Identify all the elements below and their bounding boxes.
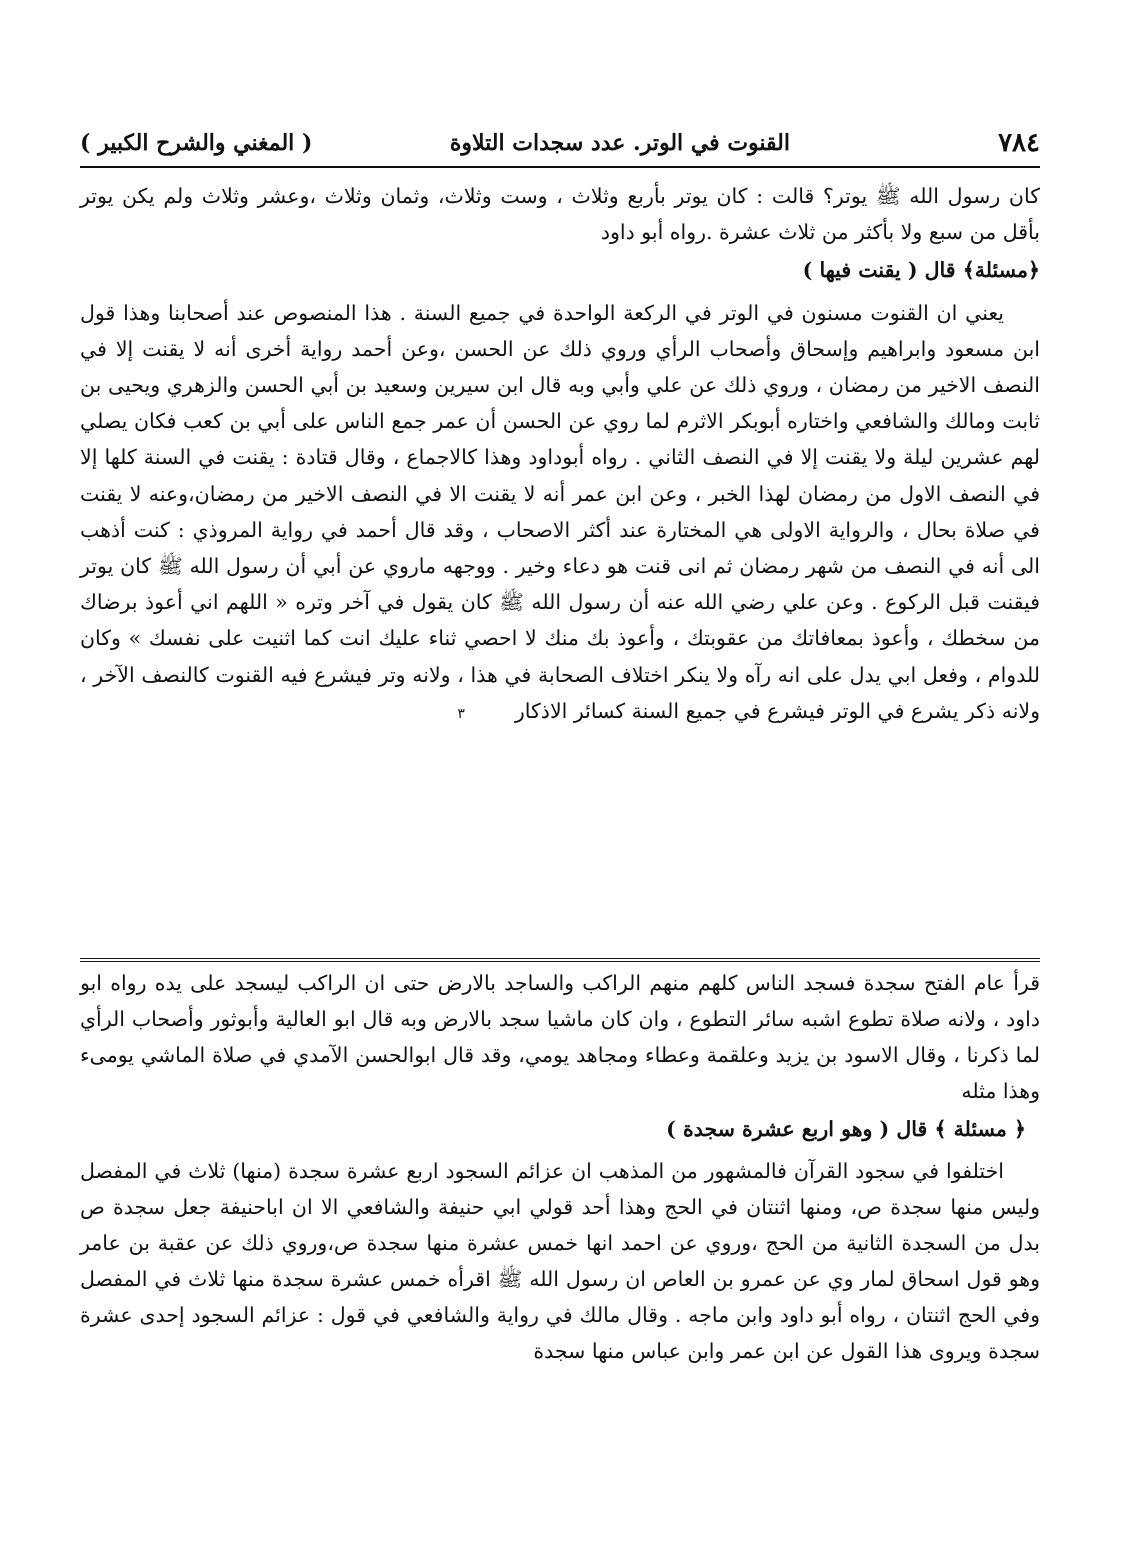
- section-heading: ﴿مسئلة﴾ قال ( يقنت فيها ): [802, 258, 1040, 283]
- paragraph: اختلفوا في سجود القرآن فالمشهور من المذهب ان عزائم السجود اربع عشرة سجدة (منها) ثلاث في المفصل وليس منها سجدة ص، ومنها اثنتان في الحج وهذا أحد قولي ابي حنيفة والشافعي الا ان اباحنيفة جعل سجدة ص بدل من السجدة الثانية من الحج ،وروي عن احمد انها خمس عشرة منها سجدة ص،وروي ذلك عن عقبة بن عامر وهو قول اسحاق لمار وي عن عمرو بن العاص ان رسول الله ﷺ اقرأه خمس عشرة سجدة منها ثلاث في المفصل وفي الحج اثنتان ، رواه أبو داود وابن ماجه . وقال مالك في رواية والشافعي في قول : عزائم السجود إحدى عشرة سجدة ويروى هذا القول عن ابن عمر وابن عباس منها سجدة: [80, 1159, 1040, 1363]
- lower-text: [80, 965, 1040, 1369]
- page-header: [80, 128, 1040, 166]
- header-rule: [80, 166, 1040, 168]
- footnote-separator: [80, 958, 1040, 962]
- paragraph-text: يعني ان القنوت مسنون في الوتر في الركعة الواحدة في جميع السنة . هذا المنصوص عند أصحابنا وهذا قول ابن مسعود وابراهيم وإسحاق وأصحاب الرأي وروي ذلك عن الحسن ،وعن أحمد رواية أخرى أنه لا يقنت إلا في النصف الاخير من رمضان ، وروي ذلك عن علي وأبي وبه قال ابن سيرين وسعيد بن أبي الحسن والزهري ويحيى بن ثابت ومالك والشافعي واختاره أبوبكر الاثرم لما روي عن الحسن أن عمر جمع الناس على أبي بن كعب فكان يصلي لهم عشرين ليلة ولا يقنت إلا في النصف الثاني . رواه أبوداود وهذا كالاجماع ، وقال قتادة : يقنت في السنة كلها إلا في النصف الاول من رمضان لهذا الخبر ، وعن ابن عمر أنه لا يقنت الا في النصف الاخير من رمضان،وعنه لا يقنت في صلاة بحال ، والرواية الاولى هي المختارة عند أكثر الاصحاب ، وقد قال أحمد في رواية المروذي : كنت أذهب الى أنه في النصف من شهر رمضان ثم انى قنت هو دعاء وخير . ووجهه ماروي عن أبي أن رسول الله ﷺ كان يوتر فيقنت قبل الركوع . وعن علي رضي الله عنه أن رسول الله ﷺ كان يقول في آخر وتره « اللهم اني أعوذ برضاك من سخطك ، وأعوذ بمعافاتك من عقوبتك ، وأعوذ بك منك لا احصي ثناء عليك انت كما اثنيت على نفسك » وكان للدوام ، وفعل ابي يدل على انه رآه ولا ينكر اختلاف الصحابة في هذا ، ولانه وتر فيشرع فيه القنوت كالنصف الآخر ، ولانه ذكر يشرع في الوتر فيشرع في جميع السنة كسائر الاذكار: [80, 300, 1040, 723]
- paragraph: [80, 295, 1040, 732]
- page-number: ٧٨٤: [998, 128, 1040, 158]
- paragraph: كان رسول الله ﷺ يوتر؟ قالت : كان يوتر بأربع وثلاث ، وست وثلاث، وثمان وثلاث ،وعشر وثلاث ولم يكن يوتر بأقل من سبع ولا بأكثر من ثلاث عشرة .رواه أبو داود: [80, 184, 1040, 245]
- book-title: ( المغني والشرح الكبير ): [80, 130, 313, 156]
- main-text: [80, 178, 1040, 732]
- section-title: القنوت في الوتر. عدد سجدات التلاوة: [449, 130, 790, 156]
- end-mark: ٣: [457, 705, 465, 722]
- paragraph: قرأ عام الفتح سجدة فسجد الناس كلهم منهم الراكب والساجد بالارض حتى ان الراكب ليسجد على يده رواه ابو داود ، ولانه صلاة تطوع اشبه سائر التطوع ، وان كان ماشيا سجد بالارض وبه قال ابو العالية وأبوثور وأصحاب الرأي لما ذكرنا ، وقال الاسود بن يزيد وعلقمة وعطاء ومجاهد يومي، وقد قال ابوالحسن الآمدي في صلاة الماشي يومىء وهذا مثله: [80, 971, 1040, 1103]
- section-heading: ﴿ مسئلة ﴾ قال ( وهو اربع عشرة سجدة ): [666, 1117, 1026, 1141]
